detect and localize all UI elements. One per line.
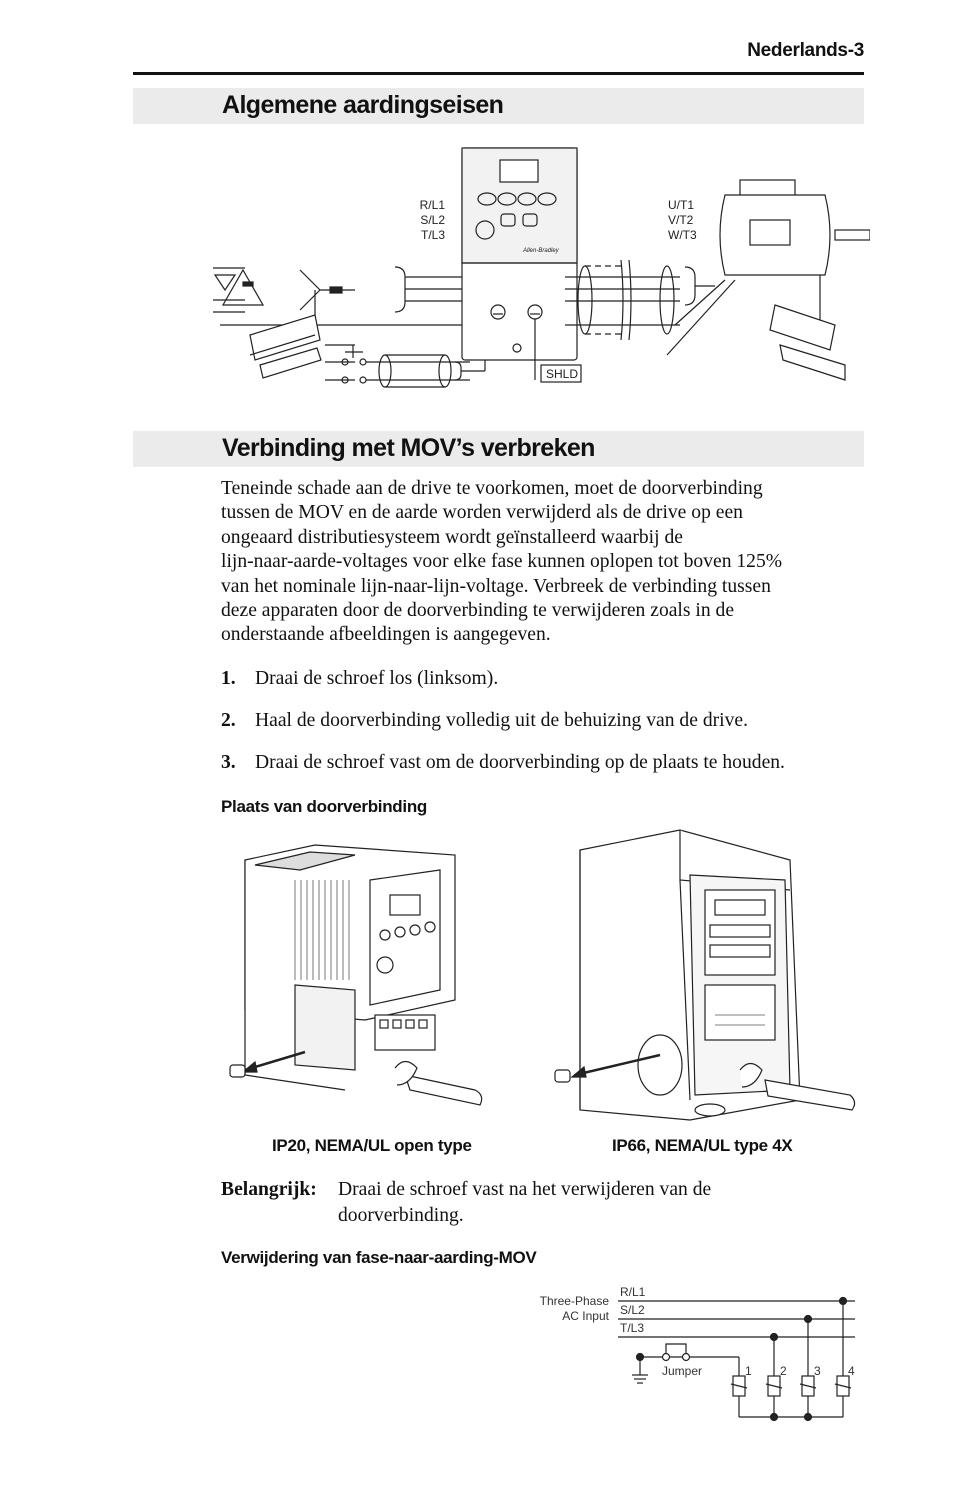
mov-schematic — [530, 1280, 860, 1430]
section-heading-bar — [133, 431, 864, 467]
intro-line: deze apparaten door de doorverbinding te verwijderen zoals in de — [221, 600, 735, 622]
input-terminal-label: R/L1 — [419, 198, 445, 212]
input-label: AC Input — [562, 1309, 609, 1323]
jumper-label: Jumper — [662, 1364, 703, 1378]
shield-label: SHLD — [546, 367, 579, 381]
input-label: Three-Phase — [539, 1294, 609, 1308]
step-item: 3. Draai de schroef vast om de doorverbinding op de plaats te houden. — [221, 752, 785, 773]
step-item: 2. Haal de doorverbinding volledig uit de behuizing van de drive. — [221, 710, 748, 731]
step-list — [221, 668, 861, 794]
important-text: Draai de schroef vast na het verwijderen van de doorverbinding. — [338, 1179, 712, 1226]
mov-removal-caption: Verwijdering van fase-naar-aarding-MOV — [221, 1248, 537, 1267]
intro-line: onderstaande afbeeldingen is aangegeven. — [221, 624, 551, 646]
input-terminal-label: T/L3 — [420, 228, 445, 242]
ip20-drive-illustration — [225, 840, 505, 1125]
grounding-diagram — [205, 140, 870, 398]
motor-icon — [720, 180, 870, 325]
section-title-mov: Verbinding met MOV’s verbreken — [222, 434, 595, 462]
figure-caption-ip66: IP66, NEMA/UL type 4X — [612, 1136, 793, 1155]
mov-number: 4 — [848, 1364, 855, 1378]
intro-line: ongeaard distributiesysteem wordt geïnstalleerd waarbij de — [221, 526, 683, 548]
header-rule — [133, 72, 864, 75]
page-number: Nederlands-3 — [747, 40, 864, 61]
jumper-location-caption: Plaats van doorverbinding — [221, 797, 427, 816]
line-label: S/L2 — [620, 1303, 645, 1317]
line-label: R/L1 — [620, 1285, 646, 1299]
output-terminal-label: V/T2 — [668, 213, 694, 227]
line-label: T/L3 — [620, 1321, 645, 1335]
input-terminal-label: S/L2 — [420, 213, 445, 227]
mov-number: 1 — [745, 1364, 752, 1378]
intro-line: lijn-naar-aarde-voltages voor elke fase kunnen oplopen tot boven 125% — [221, 551, 783, 573]
step-item: 1. Draai de schroef los (linksom). — [221, 668, 499, 689]
section-heading-bar — [133, 88, 864, 124]
important-label: Belangrijk: — [221, 1179, 317, 1200]
figure-caption-ip20: IP20, NEMA/UL open type — [272, 1136, 472, 1155]
intro-line: Teneinde schade aan de drive te voorkomen, moet de doorverbinding — [221, 478, 763, 499]
brand-label: Allen-Bradley — [523, 248, 559, 254]
ip66-drive-illustration — [550, 820, 860, 1130]
intro-line: van het nominale lijn-naar-lijn-voltage. Verbreek de verbinding tussen — [221, 575, 771, 597]
output-terminal-label: W/T3 — [668, 228, 697, 242]
mov-number: 2 — [780, 1364, 787, 1378]
intro-line: tussen de MOV en de aarde worden verwijderd als de drive op een — [221, 502, 743, 524]
delta-transformer-icon — [213, 268, 263, 312]
mov-number: 3 — [814, 1364, 821, 1378]
output-terminal-label: U/T1 — [668, 198, 695, 212]
intro-paragraph — [221, 477, 861, 648]
section-title-grounding: Algemene aardingseisen — [222, 91, 504, 119]
